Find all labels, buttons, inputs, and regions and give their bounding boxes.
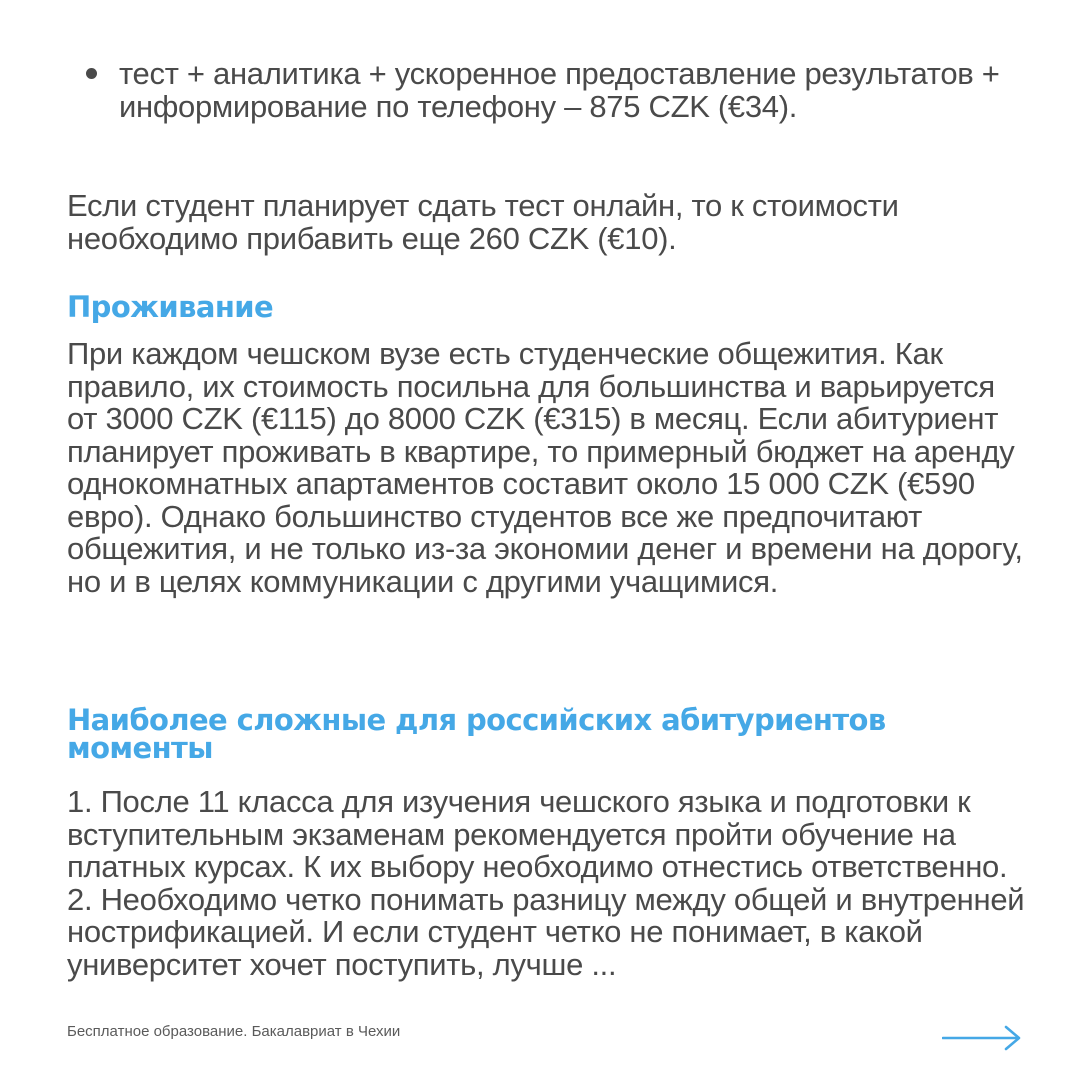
housing-heading: Проживание [67,290,274,324]
bullet-item-text: тест + аналитика + ускоренное предоставление результатов + информирование по телефону – 875 CZK (€34). [119,56,1000,124]
housing-paragraph: При каждом чешском вузе есть студенческие общежития. Как правило, их стоимость посильна для большинства и варьируется от 3000 CZK (€115) до 8000 CZK (€315) в месяц. Если абитуриент планирует проживать в квартире, то примерный бюджет на аренду однокомнатных апартаментов составит около 15 000 CZK (€590 евро). Однако большинство студентов все же предпочитают общежития, и не только из-за экономии денег и времени на дорогу, но и в целях коммуникации с другими учащимися. [67,336,1023,599]
difficulties-heading: Наиболее сложные для российских абитуриентов моменты [67,703,886,765]
footer-caption: Бесплатное образование. Бакалавриат в Чехии [67,1023,401,1040]
arrow-right-icon[interactable] [942,1025,1022,1051]
bullet-dot-icon [86,68,97,79]
bullet-list-item [86,58,1039,123]
online-test-note: Если студент планирует сдать тест онлайн, то к стоимости необходимо прибавить еще 260 CZK (€10). [67,188,899,256]
difficulty-item-1: 1. После 11 класса для изучения чешского языка и подготовки к вступительным экзаменам рекомендуется пройти обучение на платных курсах. К их выбору необходимо отнестись ответственно. [67,784,1008,884]
difficulties-list [67,786,1027,981]
difficulty-item-2: 2. Необходимо четко понимать разницу между общей и внутренней нострификацией. И если студент четко не понимает, в какой университет хочет поступить, лучше ... [67,881,1025,982]
